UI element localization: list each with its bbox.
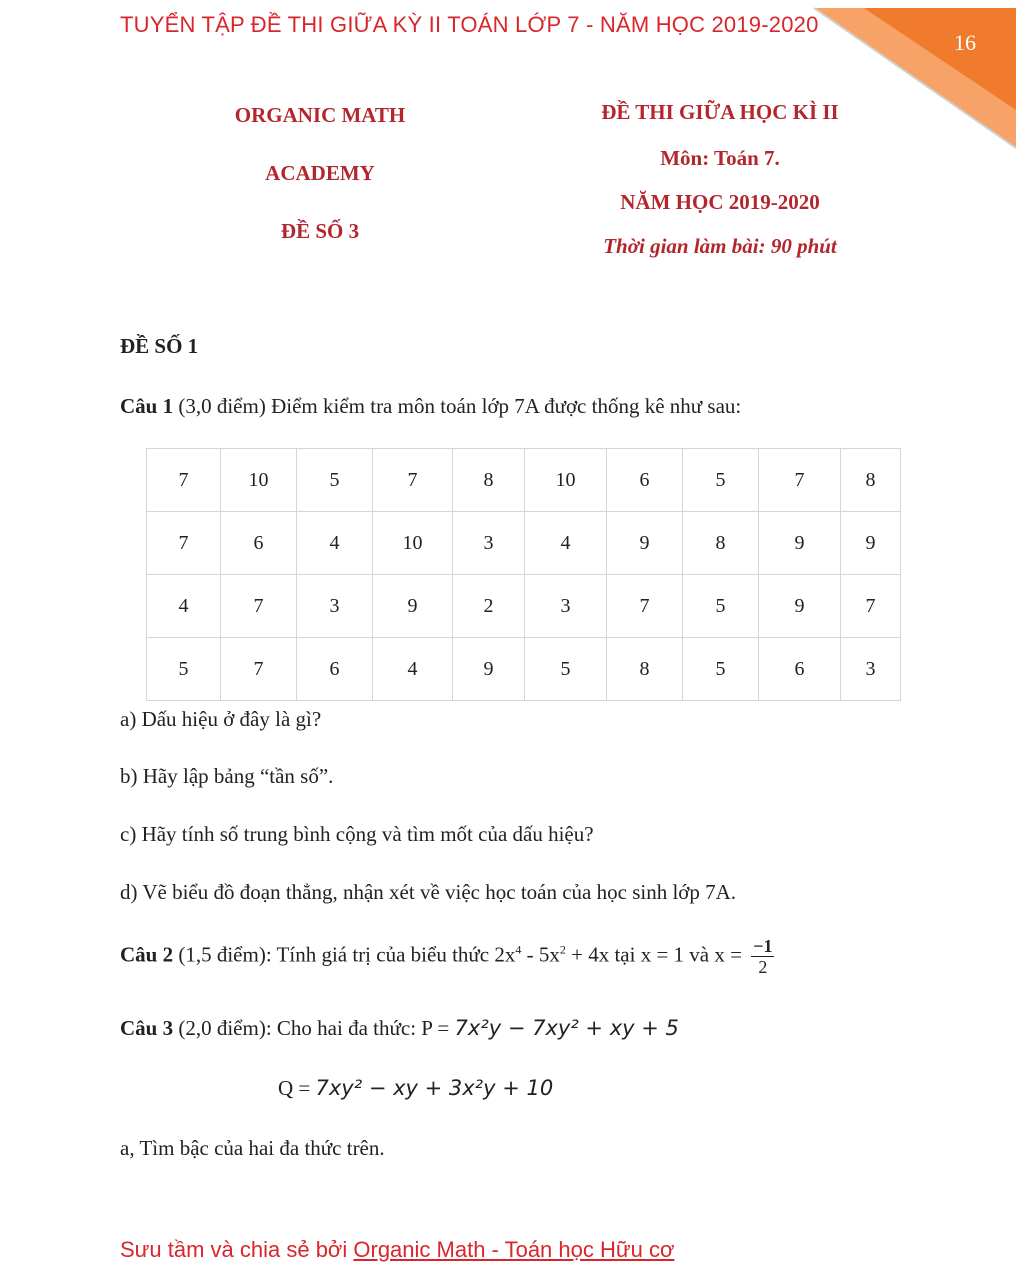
table-cell: 3 <box>453 512 525 575</box>
table-cell: 10 <box>373 512 453 575</box>
table-cell: 6 <box>297 638 373 701</box>
table-cell: 10 <box>221 449 297 512</box>
table-cell: 9 <box>453 638 525 701</box>
score-table <box>146 448 901 701</box>
question-3-text: (2,0 điểm): Cho hai đa thức: P = <box>173 1016 455 1040</box>
table-cell: 4 <box>297 512 373 575</box>
table-cell: 10 <box>525 449 607 512</box>
polynomial-q-prefix: Q = <box>278 1076 316 1100</box>
table-row <box>147 512 901 575</box>
subject-line: Môn: Toán 7. <box>660 146 780 170</box>
table-cell: 3 <box>297 575 373 638</box>
question-2-label: Câu 2 <box>120 942 174 967</box>
question-1b: b) Hãy lập bảng “tần số”. <box>120 764 334 788</box>
footer-prefix: Sưu tầm và chia sẻ bởi <box>120 1237 354 1262</box>
school-name-line2: ACADEMY <box>265 161 375 185</box>
table-cell: 7 <box>221 575 297 638</box>
table-cell: 4 <box>147 575 221 638</box>
page-header-title: TUYỂN TẬP ĐỀ THI GIỮA KỲ II TOÁN LỚP 7 - NĂM HỌC 2019-2020 <box>120 12 819 37</box>
table-row <box>147 449 901 512</box>
table-cell: 7 <box>147 449 221 512</box>
table-cell: 5 <box>297 449 373 512</box>
question-1-text: (3,0 điểm) Điểm kiểm tra môn toán lớp 7A được thống kê như sau: <box>173 394 742 418</box>
table-cell: 6 <box>221 512 297 575</box>
question-1a: a) Dấu hiệu ở đây là gì? <box>120 707 322 731</box>
table-row <box>147 575 901 638</box>
table-cell: 5 <box>683 638 759 701</box>
school-year-line: NĂM HỌC 2019-2020 <box>620 190 820 214</box>
footer-link[interactable]: Organic Math - Toán học Hữu cơ <box>353 1237 675 1262</box>
table-cell: 5 <box>147 638 221 701</box>
table-cell: 7 <box>607 575 683 638</box>
table-cell: 9 <box>759 575 841 638</box>
table-cell: 9 <box>841 512 901 575</box>
question-3a: a, Tìm bậc của hai đa thức trên. <box>120 1136 385 1160</box>
question-1c: c) Hãy tính số trung bình cộng và tìm mốt của dấu hiệu? <box>120 822 594 846</box>
exam-heading: ĐỀ THI GIỮA HỌC KÌ II <box>601 100 839 124</box>
duration-line: Thời gian làm bài: 90 phút <box>603 234 837 258</box>
question-3-label: Câu 3 <box>120 1016 174 1040</box>
fraction-numerator: −1 <box>753 936 773 956</box>
question-3 <box>120 1016 679 1041</box>
table-cell: 9 <box>373 575 453 638</box>
table-cell: 9 <box>607 512 683 575</box>
polynomial-q: 7xy² − xy + 3x²y + 10 <box>315 1076 554 1100</box>
exam-number: ĐỀ SỐ 3 <box>280 219 360 243</box>
question-2 <box>120 936 774 977</box>
fraction-minus-one-half <box>751 936 774 977</box>
question-2-mid1: - 5x <box>521 942 560 967</box>
table-cell: 7 <box>221 638 297 701</box>
table-cell: 3 <box>525 575 607 638</box>
polynomial-q-line <box>278 1076 553 1101</box>
question-1d: d) Vẽ biểu đồ đoạn thẳng, nhận xét về việc học toán của học sinh lớp 7A. <box>120 880 737 904</box>
polynomial-p: 7x²y − 7xy² + xy + 5 <box>454 1016 679 1040</box>
table-cell: 8 <box>841 449 901 512</box>
footer <box>120 1237 674 1263</box>
table-cell: 7 <box>841 575 901 638</box>
exponent-2: 2 <box>559 942 566 957</box>
table-cell: 8 <box>607 638 683 701</box>
question-1-label: Câu 1 <box>120 394 174 418</box>
table-cell: 5 <box>683 575 759 638</box>
fraction-denominator: 2 <box>758 957 768 977</box>
table-cell: 7 <box>373 449 453 512</box>
table-cell: 5 <box>525 638 607 701</box>
table-cell: 4 <box>373 638 453 701</box>
table-cell: 5 <box>683 449 759 512</box>
table-cell: 9 <box>759 512 841 575</box>
table-cell: 8 <box>683 512 759 575</box>
question-1 <box>120 394 741 419</box>
question-2-text: (1,5 điểm): Tính giá trị của biểu thức 2x <box>173 942 516 967</box>
school-block <box>220 100 420 274</box>
table-cell: 7 <box>759 449 841 512</box>
question-2-mid2: + 4x tại x = 1 và x = <box>565 942 748 967</box>
exponent-4: 4 <box>515 942 522 957</box>
table-row <box>147 638 901 701</box>
table-cell: 4 <box>525 512 607 575</box>
table-cell: 7 <box>147 512 221 575</box>
exam-info-block <box>560 96 880 262</box>
exam-title: ĐỀ SỐ 1 <box>120 334 199 358</box>
table-cell: 8 <box>453 449 525 512</box>
table-cell: 6 <box>607 449 683 512</box>
school-name-line1: ORGANIC MATH <box>234 103 406 127</box>
table-cell: 6 <box>759 638 841 701</box>
table-cell: 3 <box>841 638 901 701</box>
page-number: 16 <box>954 30 976 55</box>
table-cell: 2 <box>453 575 525 638</box>
